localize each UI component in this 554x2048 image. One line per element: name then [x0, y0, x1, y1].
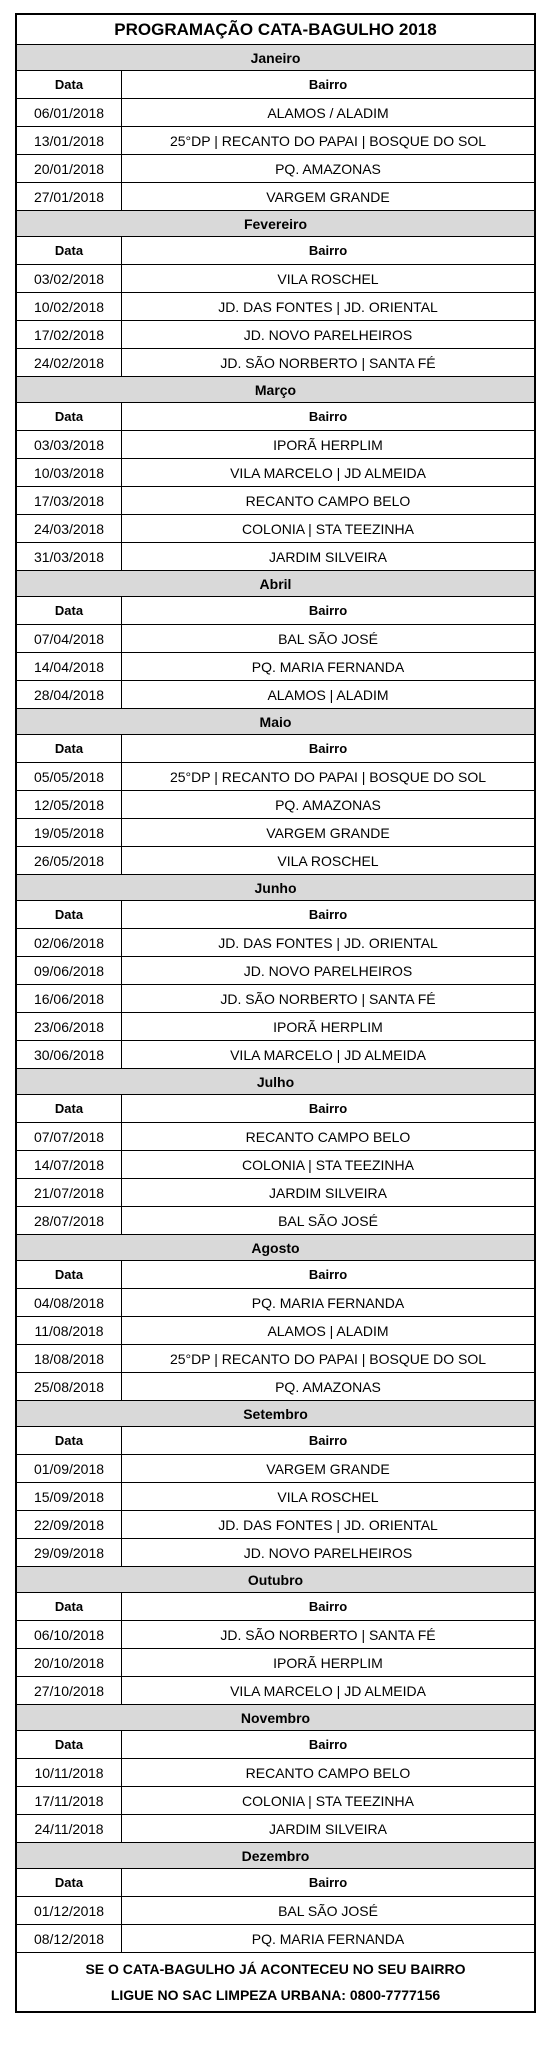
month-name: Setembro [243, 1405, 308, 1422]
month-header [17, 1069, 534, 1095]
table-row [17, 681, 534, 709]
table-row [17, 1373, 534, 1401]
month-header [17, 709, 534, 735]
month-name: Julho [256, 1073, 295, 1090]
column-header-row [17, 403, 534, 431]
table-row [17, 957, 534, 985]
table-row [17, 431, 534, 459]
column-header-bairro: Bairro [308, 1599, 348, 1614]
table-row [17, 929, 534, 957]
column-header-row [17, 597, 534, 625]
table-row [17, 1649, 534, 1677]
column-header-bairro: Bairro [308, 1875, 348, 1890]
column-header-date: Data [17, 1095, 122, 1122]
bairro-cell: COLONIA | STA TEEZINHA [242, 1156, 414, 1173]
table-row [17, 265, 534, 293]
bairro-cell: 25°DP | RECANTO DO PAPAI | BOSQUE DO SOL [169, 132, 487, 149]
date-cell: 29/09/2018 [17, 1539, 122, 1566]
bairro-cell: JD. NOVO PARELHEIROS [243, 1544, 413, 1561]
table-row [17, 321, 534, 349]
month-name: Maio [259, 713, 292, 730]
date-cell: 08/12/2018 [17, 1925, 122, 1952]
column-header-row [17, 1261, 534, 1289]
table-row [17, 1621, 534, 1649]
bairro-cell: JD. DAS FONTES | JD. ORIENTAL [218, 934, 438, 951]
date-cell: 26/05/2018 [17, 847, 122, 874]
table-row [17, 183, 534, 211]
bairro-cell: VARGEM GRANDE [266, 188, 390, 205]
month-header [17, 1235, 534, 1261]
column-header-bairro: Bairro [308, 1433, 348, 1448]
date-cell: 10/11/2018 [17, 1759, 122, 1786]
date-cell: 24/03/2018 [17, 515, 122, 542]
column-header-row [17, 1427, 534, 1455]
month-header [17, 45, 534, 71]
month-header [17, 377, 534, 403]
table-row [17, 1815, 534, 1843]
bairro-cell: JARDIM SILVEIRA [269, 548, 387, 565]
date-cell: 01/12/2018 [17, 1897, 122, 1924]
month-header [17, 1567, 534, 1593]
column-header-date: Data [17, 237, 122, 264]
month-name: Janeiro [250, 49, 301, 66]
date-cell: 21/07/2018 [17, 1179, 122, 1206]
month-header [17, 875, 534, 901]
table-row [17, 1677, 534, 1705]
bairro-cell: RECANTO CAMPO BELO [245, 492, 411, 509]
bairro-cell: ALAMOS | ALADIM [267, 1322, 389, 1339]
table-row [17, 1207, 534, 1235]
table-row [17, 1759, 534, 1787]
bairro-cell: COLONIA | STA TEEZINHA [242, 520, 414, 537]
table-row [17, 293, 534, 321]
date-cell: 28/04/2018 [17, 681, 122, 708]
bairro-cell: VILA ROSCHEL [277, 1488, 379, 1505]
bairro-cell: JARDIM SILVEIRA [269, 1184, 387, 1201]
bairro-cell: VILA MARCELO | JD ALMEIDA [230, 1046, 426, 1063]
footer-line-2: LIGUE NO SAC LIMPEZA URBANA: 0800-7777156 [110, 1987, 441, 2003]
date-cell: 04/08/2018 [17, 1289, 122, 1316]
date-cell: 10/02/2018 [17, 293, 122, 320]
month-name: Agosto [251, 1239, 300, 1256]
table-row [17, 1455, 534, 1483]
date-cell: 19/05/2018 [17, 819, 122, 846]
column-header-bairro: Bairro [308, 1737, 348, 1752]
column-header-row [17, 1731, 534, 1759]
date-cell: 24/02/2018 [17, 349, 122, 376]
column-header-bairro: Bairro [308, 741, 348, 756]
date-cell: 17/11/2018 [17, 1787, 122, 1814]
table-row [17, 1151, 534, 1179]
date-cell: 06/10/2018 [17, 1621, 122, 1648]
table-row [17, 625, 534, 653]
column-header-date: Data [17, 1427, 122, 1454]
date-cell: 22/09/2018 [17, 1511, 122, 1538]
column-header-bairro: Bairro [308, 1267, 348, 1282]
month-name: Março [254, 381, 297, 398]
table-row [17, 1511, 534, 1539]
date-cell: 03/03/2018 [17, 431, 122, 458]
column-header-bairro: Bairro [308, 907, 348, 922]
table-row [17, 1483, 534, 1511]
bairro-cell: VARGEM GRANDE [266, 824, 390, 841]
table-row [17, 1179, 534, 1207]
bairro-cell: VARGEM GRANDE [266, 1460, 390, 1477]
bairro-cell: IPORÃ HERPLIM [273, 1018, 383, 1035]
column-header-bairro: Bairro [308, 77, 348, 92]
bairro-cell: BAL SÃO JOSÉ [278, 630, 378, 647]
date-cell: 15/09/2018 [17, 1483, 122, 1510]
column-header-date: Data [17, 1731, 122, 1758]
month-name: Outubro [247, 1571, 304, 1588]
table-row [17, 1041, 534, 1069]
date-cell: 20/01/2018 [17, 155, 122, 182]
table-row [17, 1317, 534, 1345]
month-header [17, 211, 534, 237]
date-cell: 28/07/2018 [17, 1207, 122, 1234]
column-header-date: Data [17, 735, 122, 762]
month-name: Junho [254, 879, 297, 896]
date-cell: 24/11/2018 [17, 1815, 122, 1842]
bairro-cell: JD. DAS FONTES | JD. ORIENTAL [218, 298, 438, 315]
date-cell: 03/02/2018 [17, 265, 122, 292]
bairro-cell: PQ. MARIA FERNANDA [251, 1294, 405, 1311]
table-row [17, 847, 534, 875]
table-row [17, 1539, 534, 1567]
months-container [17, 45, 534, 1953]
table-row [17, 653, 534, 681]
month-header [17, 571, 534, 597]
table-row [17, 1123, 534, 1151]
column-header-bairro: Bairro [308, 409, 348, 424]
column-header-row [17, 735, 534, 763]
table-row [17, 1897, 534, 1925]
column-header-row [17, 237, 534, 265]
date-cell: 23/06/2018 [17, 1013, 122, 1040]
column-header-date: Data [17, 71, 122, 98]
date-cell: 10/03/2018 [17, 459, 122, 486]
column-header-date: Data [17, 403, 122, 430]
bairro-cell: PQ. AMAZONAS [275, 160, 381, 177]
column-header-date: Data [17, 901, 122, 928]
column-header-bairro: Bairro [308, 1101, 348, 1116]
bairro-cell: JD. SÃO NORBERTO | SANTA FÉ [220, 1626, 436, 1643]
date-cell: 30/06/2018 [17, 1041, 122, 1068]
bairro-cell: ALAMOS / ALADIM [267, 104, 389, 121]
column-header-row [17, 1095, 534, 1123]
month-header [17, 1705, 534, 1731]
table-row [17, 543, 534, 571]
bairro-cell: JD. NOVO PARELHEIROS [243, 326, 413, 343]
column-header-date: Data [17, 597, 122, 624]
date-cell: 14/07/2018 [17, 1151, 122, 1178]
date-cell: 06/01/2018 [17, 99, 122, 126]
date-cell: 05/05/2018 [17, 763, 122, 790]
table-row [17, 515, 534, 543]
table-row [17, 1013, 534, 1041]
month-header [17, 1401, 534, 1427]
page-title: PROGRAMAÇÃO CATA-BAGULHO 2018 [114, 19, 437, 39]
date-cell: 12/05/2018 [17, 791, 122, 818]
table-row [17, 1345, 534, 1373]
date-cell: 27/01/2018 [17, 183, 122, 210]
date-cell: 09/06/2018 [17, 957, 122, 984]
date-cell: 16/06/2018 [17, 985, 122, 1012]
date-cell: 02/06/2018 [17, 929, 122, 956]
table-row [17, 127, 534, 155]
month-header [17, 1843, 534, 1869]
table-row [17, 1925, 534, 1953]
table-row [17, 819, 534, 847]
bairro-cell: COLONIA | STA TEEZINHA [242, 1792, 414, 1809]
bairro-cell: RECANTO CAMPO BELO [245, 1128, 411, 1145]
table-row [17, 791, 534, 819]
date-cell: 31/03/2018 [17, 543, 122, 570]
column-header-row [17, 71, 534, 99]
month-name: Novembro [240, 1709, 311, 1726]
bairro-cell: BAL SÃO JOSÉ [278, 1902, 378, 1919]
bairro-cell: IPORÃ HERPLIM [273, 1654, 383, 1671]
column-header-date: Data [17, 1869, 122, 1896]
table-row [17, 99, 534, 127]
bairro-cell: JARDIM SILVEIRA [269, 1820, 387, 1837]
bairro-cell: JD. NOVO PARELHEIROS [243, 962, 413, 979]
month-name: Fevereiro [243, 215, 308, 232]
month-name: Abril [259, 575, 292, 592]
column-header-date: Data [17, 1593, 122, 1620]
month-name: Dezembro [241, 1847, 310, 1864]
date-cell: 25/08/2018 [17, 1373, 122, 1400]
bairro-cell: VILA ROSCHEL [277, 270, 379, 287]
footer-notice [17, 1953, 534, 2011]
bairro-cell: 25°DP | RECANTO DO PAPAI | BOSQUE DO SOL [169, 1350, 487, 1367]
date-cell: 27/10/2018 [17, 1677, 122, 1704]
table-row [17, 349, 534, 377]
bairro-cell: JD. SÃO NORBERTO | SANTA FÉ [220, 990, 436, 1007]
column-header-row [17, 1593, 534, 1621]
bairro-cell: JD. DAS FONTES | JD. ORIENTAL [218, 1516, 438, 1533]
bairro-cell: VILA MARCELO | JD ALMEIDA [230, 1682, 426, 1699]
bairro-cell: JD. SÃO NORBERTO | SANTA FÉ [220, 354, 436, 371]
table-row [17, 985, 534, 1013]
table-title-row [17, 15, 534, 45]
bairro-cell: PQ. AMAZONAS [275, 796, 381, 813]
date-cell: 13/01/2018 [17, 127, 122, 154]
bairro-cell: PQ. MARIA FERNANDA [251, 1930, 405, 1947]
date-cell: 18/08/2018 [17, 1345, 122, 1372]
date-cell: 14/04/2018 [17, 653, 122, 680]
column-header-row [17, 1869, 534, 1897]
column-header-bairro: Bairro [308, 243, 348, 258]
table-row [17, 459, 534, 487]
bairro-cell: BAL SÃO JOSÉ [278, 1212, 378, 1229]
table-row [17, 1787, 534, 1815]
bairro-cell: PQ. AMAZONAS [275, 1378, 381, 1395]
column-header-row [17, 901, 534, 929]
date-cell: 20/10/2018 [17, 1649, 122, 1676]
date-cell: 07/04/2018 [17, 625, 122, 652]
column-header-date: Data [17, 1261, 122, 1288]
table-row [17, 487, 534, 515]
bairro-cell: PQ. MARIA FERNANDA [251, 658, 405, 675]
bairro-cell: 25°DP | RECANTO DO PAPAI | BOSQUE DO SOL [169, 768, 487, 785]
date-cell: 11/08/2018 [17, 1317, 122, 1344]
bairro-cell: IPORÃ HERPLIM [273, 436, 383, 453]
column-header-bairro: Bairro [308, 603, 348, 618]
table-row [17, 763, 534, 791]
schedule-table [15, 13, 536, 2013]
bairro-cell: VILA ROSCHEL [277, 852, 379, 869]
bairro-cell: RECANTO CAMPO BELO [245, 1764, 411, 1781]
date-cell: 17/02/2018 [17, 321, 122, 348]
bairro-cell: VILA MARCELO | JD ALMEIDA [230, 464, 426, 481]
table-row [17, 1289, 534, 1317]
bairro-cell: ALAMOS | ALADIM [267, 686, 389, 703]
table-row [17, 155, 534, 183]
date-cell: 17/03/2018 [17, 487, 122, 514]
footer-line-1: SE O CATA-BAGULHO JÁ ACONTECEU NO SEU BAIRRO [85, 1961, 466, 1977]
date-cell: 01/09/2018 [17, 1455, 122, 1482]
date-cell: 07/07/2018 [17, 1123, 122, 1150]
